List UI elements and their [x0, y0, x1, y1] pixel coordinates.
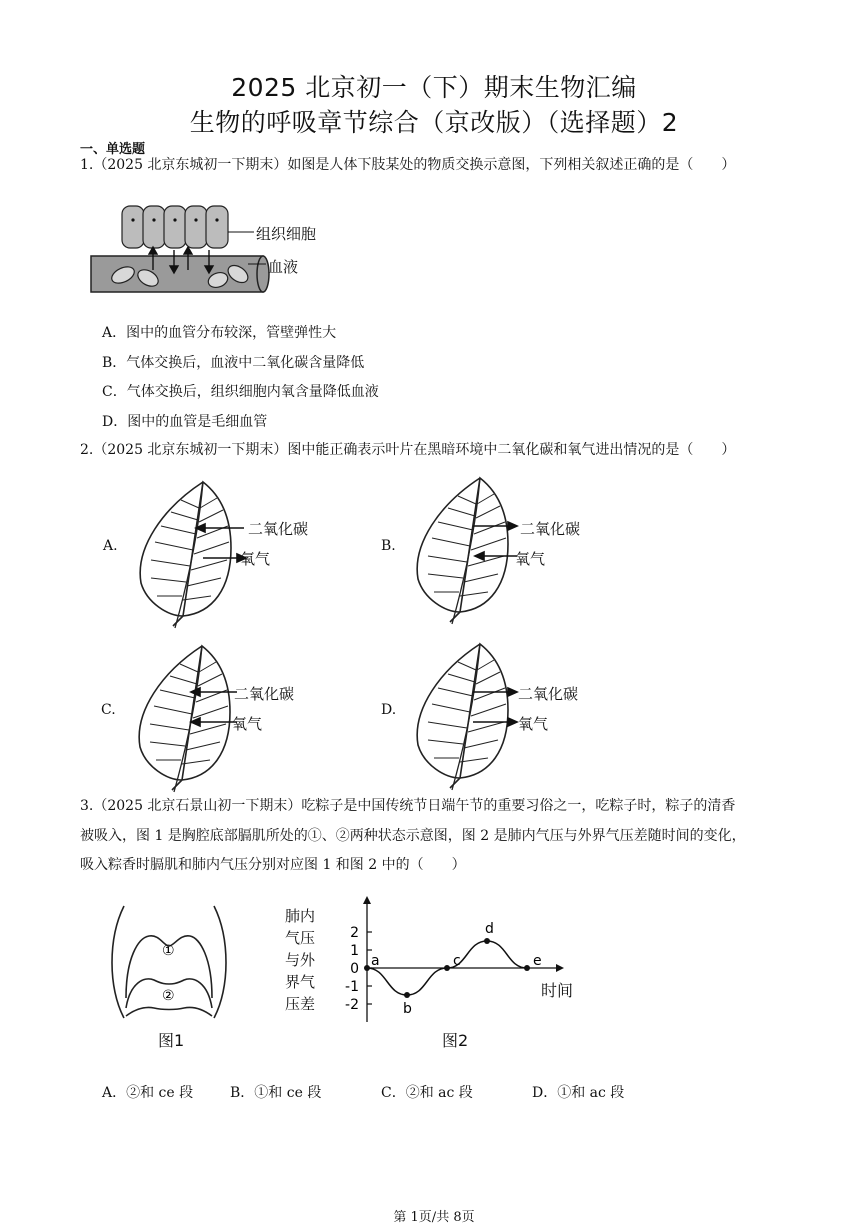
section-heading: 一、单选题 — [80, 142, 146, 157]
question-3-stem-line1: 3.（2025 北京石景山初一下期末）吃粽子是中国传统节日端午节的重要习俗之一，吃粽子时，粽子的清香 — [80, 798, 736, 814]
q2-d-co2-label: 二氧化碳 — [518, 685, 579, 703]
q1-option-c[interactable]: C．气体交换后，组织细胞内氧含量降低血液 — [102, 384, 379, 400]
point-label-e: e — [533, 953, 542, 969]
point-label-c: c — [453, 953, 461, 969]
fig1-state-1-label: ① — [162, 943, 175, 959]
point-b — [404, 992, 410, 998]
q2-leaf-c[interactable] — [127, 636, 247, 796]
q2-option-d-letter[interactable]: D. — [381, 702, 397, 718]
q2-c-co2-label: 二氧化碳 — [234, 685, 295, 703]
point-a — [364, 965, 370, 971]
q2-a-o2-label: 氧气 — [240, 550, 271, 568]
question-1-stem: 1.（2025 北京东城初一下期末）如图是人体下肢某处的物质交换示意图，下列相关叙述正确的是（ ） — [80, 157, 736, 173]
fig2-ylabel-line4: 界气 — [285, 973, 316, 991]
point-c — [444, 965, 450, 971]
q2-option-c-letter[interactable]: C. — [101, 702, 116, 718]
point-e — [524, 965, 530, 971]
q2-option-b-letter[interactable]: B. — [381, 538, 396, 554]
q1-figure — [88, 198, 348, 298]
fig2-ylabel-line5: 压差 — [285, 995, 316, 1013]
q2-leaf-a[interactable] — [128, 472, 248, 632]
point-d — [484, 938, 490, 944]
q2-d-o2-label: 氧气 — [518, 715, 549, 733]
fig2-ylabel — [285, 905, 315, 1015]
q3-option-a[interactable]: A．②和 ce 段 — [102, 1085, 194, 1101]
q2-a-co2-label: 二氧化碳 — [248, 520, 309, 538]
question-3-stem-line2: 被吸入，图 1 是胸腔底部膈肌所处的①、②两种状态示意图，图 2 是肺内气压与外界气压差随时间的变化， — [80, 828, 746, 844]
q2-leaf-b[interactable] — [405, 468, 525, 628]
q1-option-a[interactable]: A．图中的血管分布较深，管壁弹性大 — [102, 325, 337, 341]
fig2-ylabel-line2: 气压 — [285, 929, 316, 947]
q2-b-o2-label: 氧气 — [515, 550, 546, 568]
question-3-stem-line3: 吸入粽香时膈肌和肺内气压分别对应图 1 和图 2 中的（ ） — [80, 857, 466, 873]
q2-c-o2-label: 氧气 — [232, 715, 263, 733]
q1-option-b[interactable]: B．气体交换后，血液中二氧化碳含量降低 — [102, 355, 365, 371]
point-label-a: a — [371, 953, 380, 969]
q3-option-b[interactable]: B．①和 ce 段 — [230, 1085, 322, 1101]
q3-option-c[interactable]: C．②和 ac 段 — [381, 1085, 473, 1101]
point-label-b: b — [403, 1001, 412, 1017]
q1-label-tissue-cells: 组织细胞 — [256, 225, 317, 243]
fig2-caption: 图2 — [442, 1031, 469, 1050]
q2-option-a-letter[interactable]: A. — [103, 538, 118, 554]
q2-b-co2-label: 二氧化碳 — [520, 520, 581, 538]
q1-label-blood: 血液 — [268, 258, 299, 276]
y-tick-label: 1 — [350, 943, 359, 959]
fig2-ylabel-line1: 肺内 — [285, 907, 316, 925]
y-tick-label: 0 — [350, 961, 359, 977]
y-tick-label: -2 — [345, 997, 359, 1013]
y-tick-label: -1 — [345, 979, 359, 995]
fig1-caption: 图1 — [158, 1031, 185, 1050]
q3-option-d[interactable]: D．①和 ac 段 — [532, 1085, 625, 1101]
question-2-stem: 2.（2025 北京东城初一下期末）图中能正确表示叶片在黑暗环境中二氧化碳和氧气进出情况的是（ ） — [80, 442, 736, 458]
point-label-d: d — [485, 921, 494, 937]
q2-leaf-d[interactable] — [405, 634, 525, 794]
q1-option-d[interactable]: D．图中的血管是毛细血管 — [102, 414, 268, 430]
y-tick-label: 2 — [350, 925, 359, 941]
fig2-ylabel-line3: 与外 — [285, 951, 316, 969]
q3-figure-2-chart — [334, 892, 594, 1032]
page-title-line2: 生物的呼吸章节综合（京改版）（选择题）2 — [189, 108, 679, 137]
page-title-line1: 2025 北京初一（下）期末生物汇编 — [231, 73, 637, 102]
page-footer: 第 1页/共 8页 — [393, 1210, 475, 1225]
fig1-state-2-label: ② — [162, 988, 175, 1004]
fig2-xlabel: 时间 — [541, 981, 574, 1000]
